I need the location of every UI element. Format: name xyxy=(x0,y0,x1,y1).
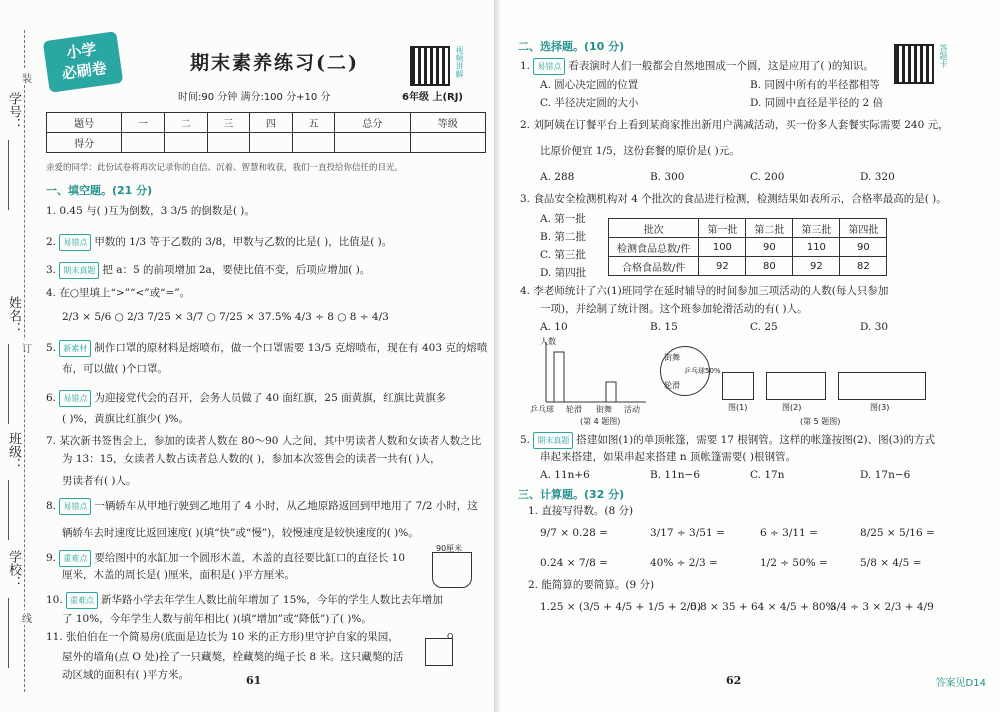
question-number: 5. xyxy=(46,342,57,354)
option[interactable]: D. 同圆中直径是半径的 2 倍 xyxy=(750,97,884,109)
table-cell: 三 xyxy=(207,113,250,133)
left-page xyxy=(0,0,494,712)
figure-caption: (第 4 题图) xyxy=(580,417,621,426)
calc-item: 3/4 ÷ 3 × 2/3 + 4/9 xyxy=(830,601,934,613)
score-cell[interactable] xyxy=(410,133,485,153)
chart-xlabel: 乒乓球 xyxy=(530,405,554,414)
binding-strip xyxy=(0,0,42,712)
question-text: 甲数的 1/3 等于乙数的 3/8，甲数与乙数的比是( )，比值是( )。 xyxy=(94,236,393,248)
school-line[interactable] xyxy=(8,598,10,668)
option[interactable]: C. 17n xyxy=(750,469,785,481)
question-text: 新华路小学去年学生人数比前年增加了 15%，今年的学生人数比去年增加 xyxy=(101,594,443,606)
question-text: 一辆轿车从甲地行驶到乙地用了 4 小时，从乙地原路返回到甲地用了 7/2 小时，这 xyxy=(94,500,478,512)
class-line[interactable] xyxy=(8,480,10,540)
exam-info: 时间:90 分钟 满分:100 分+10 分 xyxy=(178,92,331,103)
calc-item: 1.25 × (3/5 + 4/5 + 1/5 + 2/5) xyxy=(540,601,702,613)
question-text: 为迎接党代会的召开，会务人员做了 40 面红旗，25 面黄旗，红旗比黄旗多 xyxy=(94,392,447,404)
question-text: 0.45 与( )互为倒数，3 3/5 的倒数是( )。 xyxy=(59,205,255,217)
option[interactable]: B. 11n−6 xyxy=(650,469,700,481)
question-5-cont: 串起来搭建，如果串起来搭建 n 顶帐篷需要( )根钢管。 xyxy=(540,451,796,463)
calc-item: 9/7 × 0.28 = xyxy=(540,527,608,539)
table-cell: 题号 xyxy=(47,113,122,133)
question-number: 4. xyxy=(46,287,57,299)
calc-item: 40% ÷ 2/3 = xyxy=(650,557,718,569)
question-line xyxy=(46,630,399,645)
question-line xyxy=(62,612,372,627)
option[interactable]: D. 17n−6 xyxy=(860,469,911,481)
question-text: 为 13：15，女读者人数占读者总人数的( )，参加本次签售会的读者一共有( )人， xyxy=(62,453,441,465)
question-4: 4. 李老师统计了六(1)班同学在延时辅导的时间参加三项活动的人数(每人只参加 xyxy=(520,285,889,297)
question-text: 动区域的面积有( )平方米。 xyxy=(62,669,190,681)
option[interactable]: C. 25 xyxy=(750,321,778,333)
page-title: 期末素养练习(二) xyxy=(190,52,359,74)
option[interactable]: C. 半径决定圆的大小 xyxy=(540,97,639,109)
section-heading: 一、填空题。(21 分) xyxy=(46,184,153,197)
pie-label: 街舞 xyxy=(664,353,680,362)
answer-reference[interactable]: 答案见D14 xyxy=(935,678,986,689)
option[interactable]: B. 第二批 xyxy=(540,231,586,243)
option[interactable]: B. 15 xyxy=(650,321,678,333)
series-badge: 小学 必刷卷 xyxy=(43,31,124,93)
question-line xyxy=(62,568,295,583)
bind-mark: 订 xyxy=(22,340,32,355)
question-text: 某次新书签售会上，参加的读者人数在 80～90 人之间，其中男读者人数和女读者人数之比 xyxy=(59,435,482,447)
question-2: 2. 刘阿姨在订餐平台上看到某商家推出新用户满减活动，买一份多人套餐实际需要 240 元， xyxy=(520,119,949,131)
calc-item: 0.24 × 7/8 = xyxy=(540,557,608,569)
question-text: 屋外的墙角(点 O 处)拴了一只藏獒，栓藏獒的绳子长 8 米。这只藏獒的活 xyxy=(62,651,404,663)
question-text: ( )%，黄旗比红旗少( )%。 xyxy=(62,413,190,425)
water-jar-figure xyxy=(432,552,472,588)
section-heading: 三、计算题。(32 分) xyxy=(518,488,625,501)
score-cell[interactable] xyxy=(335,133,410,153)
table-cell: 一 xyxy=(122,113,165,133)
question-line xyxy=(62,668,189,683)
score-cell[interactable] xyxy=(122,133,165,153)
question-number: 6. xyxy=(46,392,57,404)
page-number: 62 xyxy=(726,674,742,687)
question-line xyxy=(46,434,481,449)
question-number: 8. xyxy=(46,500,57,512)
tent-figure xyxy=(766,372,826,400)
chart-xlabel: 活动 xyxy=(624,405,640,414)
calc-item: 1/2 ÷ 50% = xyxy=(760,557,828,569)
question-text: 男读者有( )人。 xyxy=(62,475,137,487)
cut-line xyxy=(24,30,25,692)
score-cell[interactable] xyxy=(250,133,293,153)
question-tag: 易错点 xyxy=(59,234,91,251)
question-3: 3. 食品安全检测机构对 4 个批次的食品进行检测，检测结果如表所示，合格率最高的是( )。 xyxy=(520,193,947,205)
question-line xyxy=(62,650,403,665)
question-line xyxy=(46,286,190,301)
question-number: 11. xyxy=(46,631,63,643)
chart-ylabel: 人数 xyxy=(540,337,556,346)
score-cell[interactable] xyxy=(207,133,250,153)
table-cell: 二 xyxy=(164,113,207,133)
calc-item: 5/8 × 4/5 = xyxy=(860,557,922,569)
question-line xyxy=(46,592,443,609)
option[interactable]: D. 320 xyxy=(860,171,895,183)
option[interactable]: A. 圆心决定圆的位置 xyxy=(540,79,639,91)
page-number: 61 xyxy=(246,674,262,687)
question-text: 2/3 × 5/6 ○ 2/3 7/25 × 3/7 ○ 7/25 × 37.5% 4/3 ÷ 8 ○ 8 ÷ 4/3 xyxy=(62,311,389,323)
bar-chart-figure xyxy=(528,338,648,414)
option[interactable]: B. 同圆中所有的半径都相等 xyxy=(750,79,880,91)
question-number: 10. xyxy=(46,594,63,606)
question-text: 把 a：5 的前项增加 2a，要使比值不变，后项应增加( )。 xyxy=(102,264,371,276)
bind-mark: 线 xyxy=(22,610,32,625)
question-5: 5. 期末真题 搭建如图(1)的单顶帐篷，需要 17 根钢管。这样的帐篷按图(2)、图(3)的方式 xyxy=(520,432,935,449)
jar-label: 90厘米 xyxy=(436,544,463,553)
question-number: 9. xyxy=(46,552,57,564)
question-tag: 重难点 xyxy=(66,592,98,609)
question-text: 在○里填上“>”“<”或“=”。 xyxy=(59,287,191,299)
table-cell: 五 xyxy=(292,113,335,133)
question-tag: 期末真题 xyxy=(59,262,99,279)
table-cell: 得分 xyxy=(47,133,122,153)
house-square-figure xyxy=(425,638,453,666)
question-line xyxy=(62,452,441,467)
student-id-label: 学号： xyxy=(6,92,21,131)
qr-code[interactable] xyxy=(410,46,450,86)
question-1: 1. 易错点 看表演时人们一般都会自然地围成一个圆，这是应用了( )的知识。 xyxy=(520,58,874,75)
grade-label: 6年级 上(RJ) xyxy=(402,92,464,103)
question-line xyxy=(62,310,389,325)
calc-item: 0.8 × 35 + 64 × 4/5 + 80% xyxy=(690,601,836,613)
school-label: 学校： xyxy=(6,550,21,589)
inspection-table: 批次 第一批 第二批 第三批 第四批 检测食品总数/件 100 90 110 90 合格食品数/件 92 80 92 82 xyxy=(608,218,887,276)
question-text: 了 10%，今年学生人数与前年相比( )(填“增加”或“降低”)了( )%。 xyxy=(62,613,372,625)
chart-xlabel: 街舞 xyxy=(596,405,612,414)
score-table xyxy=(46,112,486,153)
question-number: 2. xyxy=(46,236,57,248)
figure-label: 图(2) xyxy=(782,403,802,412)
question-tag: 新素材 xyxy=(59,340,91,357)
subsection-heading: 2. 能简算的要简算。(9 分) xyxy=(528,579,655,591)
calc-item: 6 ÷ 3/11 = xyxy=(760,527,818,539)
calc-item: 8/25 × 5/16 = xyxy=(860,527,935,539)
table-cell: 等级 xyxy=(410,113,485,133)
question-line xyxy=(62,474,137,489)
question-text: 制作口罩的原材料是熔喷布，做一个口罩需要 13/5 克熔喷布，现在有 403 克的熔喷 xyxy=(94,342,488,354)
student-id-line[interactable] xyxy=(8,140,10,210)
question-line xyxy=(46,390,446,407)
option[interactable]: A. 288 xyxy=(540,171,575,183)
right-page xyxy=(500,0,1000,712)
qr-label: 视频讲解 xyxy=(455,46,464,78)
calc-item: 3/17 ÷ 3/51 = xyxy=(650,527,725,539)
option[interactable]: A. 10 xyxy=(540,321,568,333)
question-line xyxy=(46,262,370,279)
subsection-heading: 1. 直接写得数。(8 分) xyxy=(528,505,634,517)
option[interactable]: C. 第三批 xyxy=(540,249,586,261)
question-line xyxy=(62,362,168,377)
question-line xyxy=(62,412,189,427)
question-text: 要给图中的水缸加一个圆形木盖，木盖的直径要比缸口的直径长 10 xyxy=(94,552,406,564)
question-text: 布，可以做( )个口罩。 xyxy=(62,363,169,375)
figure-caption: (第 5 题图) xyxy=(800,417,841,426)
table-cell: 总分 xyxy=(335,113,410,133)
question-line xyxy=(46,340,487,357)
question-line xyxy=(46,498,478,515)
question-line xyxy=(62,526,419,541)
question-tag: 易错点 xyxy=(59,390,91,407)
question-line xyxy=(46,550,405,567)
pie-label: 乒乓球50% xyxy=(684,367,721,375)
qr-label: 答题卡 xyxy=(939,44,948,68)
figure-label: 图(1) xyxy=(728,403,748,412)
question-line xyxy=(46,204,255,219)
question-number: 1. xyxy=(46,205,57,217)
table-cell: 四 xyxy=(250,113,293,133)
option[interactable]: C. 200 xyxy=(750,171,785,183)
question-tag: 易错点 xyxy=(59,498,91,515)
question-text: 张伯伯在一个简易房(底面是边长为 10 米的正方形)里守护自家的果园， xyxy=(66,631,399,643)
option[interactable]: D. 30 xyxy=(860,321,889,333)
question-4-cont: 一项)，并绘制了统计图。这个班参加轮滑活动的有( )人。 xyxy=(540,303,808,315)
encouragement-note: 亲爱的同学：此份试卷将再次记录你的自信、沉着、智慧和收获，我们一直投给你信任的目光。 xyxy=(46,163,404,173)
option[interactable]: A. 第一批 xyxy=(540,213,586,225)
question-line xyxy=(46,234,392,251)
question-text: 辆轿车去时速度比返回速度( )(填“快”或“慢”)，较慢速度是较快速度的( )%。 xyxy=(62,527,419,539)
option[interactable]: B. 300 xyxy=(650,171,685,183)
option[interactable]: D. 第四批 xyxy=(540,267,587,279)
bind-mark: 装 xyxy=(22,70,32,85)
name-label: 姓名： xyxy=(6,296,21,335)
question-number: 3. xyxy=(46,264,57,276)
qr-code[interactable] xyxy=(894,44,934,84)
tent-figure xyxy=(722,372,754,400)
question-2-cont: 比原价便宜 1/5，这份套餐的原价是( )元。 xyxy=(540,145,740,157)
figure-label: 图(3) xyxy=(870,403,890,412)
point-o-label: O xyxy=(447,632,454,641)
tent-figure xyxy=(838,372,926,400)
section-heading: 二、选择题。(10 分) xyxy=(518,40,625,53)
chart-xlabel: 轮滑 xyxy=(566,405,582,414)
score-cell[interactable] xyxy=(292,133,335,153)
question-number: 7. xyxy=(46,435,57,447)
option[interactable]: A. 11n+6 xyxy=(540,469,590,481)
question-text: 厘米，木盖的周长是( )厘米，面积是( )平方厘米。 xyxy=(62,569,296,581)
pie-label: 轮滑 xyxy=(664,381,680,390)
class-label: 班级： xyxy=(6,432,21,471)
question-tag: 重难点 xyxy=(59,550,91,567)
score-cell[interactable] xyxy=(164,133,207,153)
name-line[interactable] xyxy=(8,344,10,424)
